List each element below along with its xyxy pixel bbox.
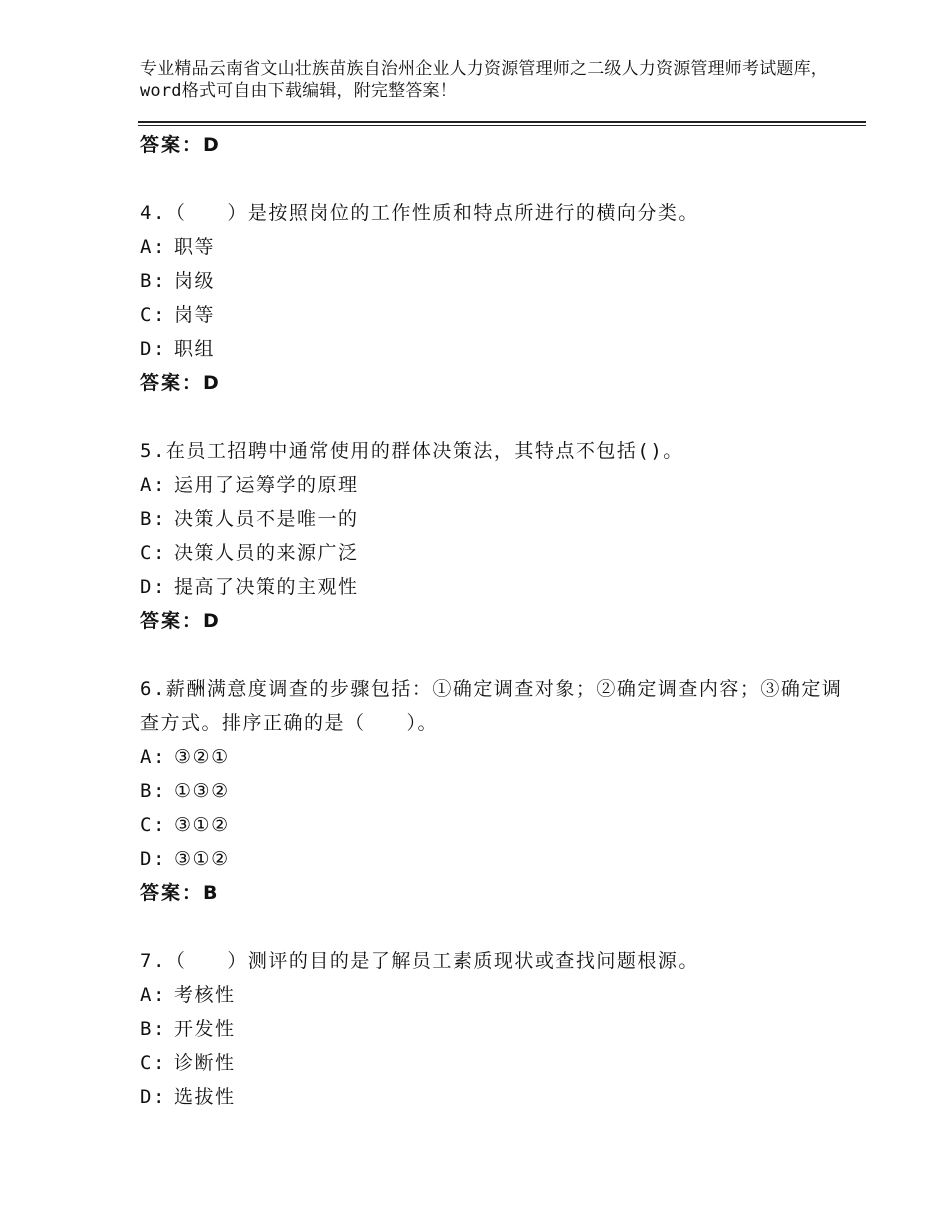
answer-line xyxy=(140,128,860,162)
option-text: 提高了决策的主观性 xyxy=(174,576,359,598)
option-key: C: xyxy=(140,1052,166,1074)
option-text: 决策人员的来源广泛 xyxy=(174,542,359,564)
option-c xyxy=(140,298,860,332)
option-key: C: xyxy=(140,542,166,564)
option-key: C: xyxy=(140,304,166,326)
option-key: B: xyxy=(140,508,166,530)
option-c xyxy=(140,1046,860,1080)
header-rule-thick xyxy=(138,121,866,123)
option-key: D: xyxy=(140,338,166,360)
option-c xyxy=(140,808,860,842)
option-d xyxy=(140,1080,860,1114)
question-stem: 4.（ ）是按照岗位的工作性质和特点所进行的横向分类。 xyxy=(140,202,699,224)
question-stem: 5.在员工招聘中通常使用的群体决策法，其特点不包括()。 xyxy=(140,440,684,462)
option-text: 运用了运筹学的原理 xyxy=(174,474,359,496)
question-stem: 6.薪酬满意度调查的步骤包括：①确定调查对象；②确定调查内容；③确定调查方式。排序正确的是（ ）。 xyxy=(140,678,843,734)
answer-line xyxy=(140,604,860,638)
option-text: ③①② xyxy=(174,814,230,836)
answer-label: 答案： xyxy=(140,882,204,904)
option-b xyxy=(140,1012,860,1046)
option-text: 决策人员不是唯一的 xyxy=(174,508,359,530)
option-text: 选拔性 xyxy=(174,1086,236,1108)
option-text: 诊断性 xyxy=(174,1052,236,1074)
answer-value: D xyxy=(203,610,219,632)
question-stem: 7.（ ）测评的目的是了解员工素质现状或查找问题根源。 xyxy=(140,950,699,972)
option-key: B: xyxy=(140,1018,166,1040)
option-key: A: xyxy=(140,474,166,496)
option-key: A: xyxy=(140,236,166,258)
option-b xyxy=(140,502,860,536)
question-item xyxy=(140,196,860,400)
option-key: C: xyxy=(140,814,166,836)
answer-value: D xyxy=(203,134,219,156)
option-text: ③①② xyxy=(174,848,230,870)
option-b xyxy=(140,774,860,808)
option-text: 开发性 xyxy=(174,1018,236,1040)
option-text: 职等 xyxy=(174,236,216,258)
option-key: A: xyxy=(140,984,166,1006)
option-c xyxy=(140,536,860,570)
option-b xyxy=(140,264,860,298)
option-text: ①③② xyxy=(174,780,230,802)
answer-value: B xyxy=(203,882,218,904)
question-list xyxy=(140,128,860,1114)
answer-line xyxy=(140,876,860,910)
answer-label: 答案： xyxy=(140,372,204,394)
option-key: A: xyxy=(140,746,166,768)
option-text: 岗级 xyxy=(174,270,216,292)
answer-value: D xyxy=(203,372,219,394)
option-key: D: xyxy=(140,848,166,870)
option-key: D: xyxy=(140,576,166,598)
header-rule-thin xyxy=(138,125,866,126)
option-a xyxy=(140,230,860,264)
question-item xyxy=(140,434,860,638)
answer-label: 答案： xyxy=(140,610,204,632)
option-a xyxy=(140,740,860,774)
option-text: 职组 xyxy=(174,338,216,360)
option-text: 考核性 xyxy=(174,984,236,1006)
option-d xyxy=(140,842,860,876)
question-item xyxy=(140,944,860,1114)
option-d xyxy=(140,332,860,366)
question-item xyxy=(140,672,860,910)
page-header: 专业精品云南省文山壮族苗族自治州企业人力资源管理师之二级人力资源管理师考试题库，word格式可自由下载编辑，附完整答案！ xyxy=(140,59,828,101)
option-key: D: xyxy=(140,1086,166,1108)
option-key: B: xyxy=(140,270,166,292)
option-a xyxy=(140,978,860,1012)
answer-line xyxy=(140,366,860,400)
option-a xyxy=(140,468,860,502)
option-key: B: xyxy=(140,780,166,802)
option-text: ③②① xyxy=(174,746,230,768)
answer-label: 答案： xyxy=(140,134,204,156)
option-d xyxy=(140,570,860,604)
option-text: 岗等 xyxy=(174,304,216,326)
